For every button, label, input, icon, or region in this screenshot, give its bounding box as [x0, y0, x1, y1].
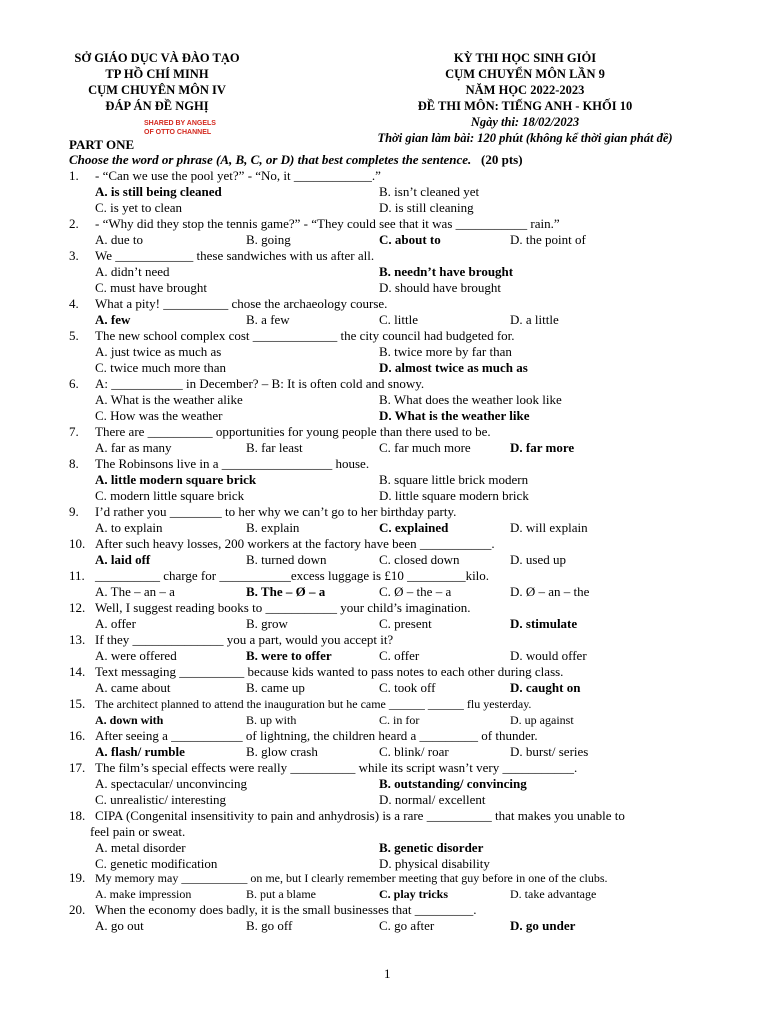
correct-answer-option: A. few	[95, 312, 131, 327]
question-number: 6.	[69, 376, 79, 391]
answer-option: D. up against	[510, 713, 574, 727]
answer-option: B. twice more by far than	[379, 344, 512, 359]
exam-subject: ĐỀ THI MÔN: TIẾNG ANH - KHỐI 10	[417, 99, 633, 113]
correct-answer-option: A. down with	[95, 713, 164, 727]
answer-option: B. far least	[246, 440, 303, 455]
question-number: 2.	[69, 216, 79, 231]
correct-answer-option: C. about to	[379, 232, 441, 247]
question-stem: My memory may ___________ on me, but I clearly remember meeting that guy before in one of the clubs.	[95, 871, 608, 885]
correct-answer-option: B. outstanding/ convincing	[379, 776, 527, 791]
question-stem: There are __________ opportunities for young people than there used to be.	[95, 424, 491, 439]
answer-option: C. modern little square brick	[95, 488, 245, 503]
part-title: PART ONE	[69, 137, 135, 152]
answer-option: B. up with	[246, 713, 297, 727]
answer-option: A. metal disorder	[95, 840, 186, 855]
answer-option: C. Ø – the – a	[379, 584, 452, 599]
answer-option: A. came about	[95, 680, 171, 695]
question-stem: The film’s special effects were really __________ while its script wasn’t very ___________.	[95, 760, 578, 775]
answer-option: D. normal/ excellent	[379, 792, 486, 807]
correct-answer-option: A. is still being cleaned	[95, 184, 222, 199]
answer-option: A. The – an – a	[95, 584, 175, 599]
question-stem: __________ charge for ___________excess luggage is £10 _________kilo.	[95, 568, 490, 583]
correct-answer-option: A. flash/ rumble	[95, 744, 185, 759]
question-stem: What a pity! __________ chose the archaeology course.	[95, 296, 388, 311]
answer-option: B. isn’t cleaned yet	[379, 184, 480, 199]
answer-option: B. square little brick modern	[379, 472, 529, 487]
question-number: 1.	[69, 168, 79, 183]
question-stem: We ____________ these sandwiches with us after all.	[95, 248, 375, 263]
question-stem: The Robinsons live in a _________________ house.	[95, 456, 370, 471]
question-number: 15.	[69, 696, 86, 711]
school-year: NĂM HỌC 2022-2023	[465, 83, 585, 97]
correct-answer-option: D. caught on	[510, 680, 581, 695]
answer-option: D. Ø – an – the	[510, 584, 590, 599]
question-number: 13.	[69, 632, 86, 647]
answer-option: A. due to	[95, 232, 144, 247]
header-right	[340, 50, 710, 146]
answer-option: D. should have brought	[379, 280, 502, 295]
answer-option: D. burst/ series	[510, 744, 589, 759]
correct-answer-option: C. explained	[379, 520, 449, 535]
answer-option: B. turned down	[246, 552, 327, 567]
question-number: 18.	[69, 808, 86, 823]
answer-option: D. the point of	[510, 232, 586, 247]
city-name: TP HỒ CHÍ MINH	[105, 67, 209, 81]
answer-option: C. blink/ roar	[379, 744, 449, 759]
answer-option: B. explain	[246, 520, 300, 535]
answer-option: A. were offered	[95, 648, 177, 663]
answer-option: A. offer	[95, 616, 136, 631]
question-number: 19.	[69, 870, 86, 885]
department-name: SỞ GIÁO DỤC VÀ ĐÀO TẠO	[74, 51, 240, 65]
answer-key-title: ĐÁP ÁN ĐỀ NGHỊ	[105, 99, 209, 113]
answer-option: C. go after	[379, 918, 435, 933]
exam-duration: Thời gian làm bài: 120 phút (không kể thời gian phát đề)	[377, 131, 673, 145]
answer-option: B. go off	[246, 918, 293, 933]
correct-answer-option: D. What is the weather like	[379, 408, 530, 423]
question-number: 4.	[69, 296, 79, 311]
question-stem: CIPA (Congenital insensitivity to pain and anhydrosis) is a rare __________ that makes you unable to	[95, 808, 625, 823]
answer-option: D. physical disability	[379, 856, 490, 871]
answer-option: B. going	[246, 232, 291, 247]
answer-option: D. little square modern brick	[379, 488, 529, 503]
answer-option: B. came up	[246, 680, 305, 695]
question-stem: Text messaging __________ because kids wanted to pass notes to each other during class.	[95, 664, 564, 679]
question-stem: When the economy does badly, it is the small businesses that _________.	[95, 902, 477, 917]
answer-option: C. offer	[379, 648, 420, 663]
answer-option: D. used up	[510, 552, 566, 567]
answer-option: C. must have brought	[95, 280, 207, 295]
question-stem: After seeing a ___________ of lightning, the children heard a _________ of thunder.	[95, 728, 538, 743]
answer-option: B. a few	[246, 312, 290, 327]
cluster-name: CỤM CHUYÊN MÔN IV	[88, 83, 226, 97]
instruction-points: (20 pts)	[481, 152, 523, 167]
answer-option: C. took off	[379, 680, 436, 695]
answer-option: D. a little	[510, 312, 559, 327]
answer-option: C. closed down	[379, 552, 460, 567]
answer-option: C. twice much more than	[95, 360, 227, 375]
question-stem: - “Why did they stop the tennis game?” - “They could see that it was ___________ rain.”	[95, 216, 560, 231]
question-stem: If they ______________ you a part, would you accept it?	[95, 632, 394, 647]
correct-answer-option: B. The – Ø – a	[246, 584, 326, 599]
answer-option: A. make impression	[95, 887, 192, 901]
answer-option: B. grow	[246, 616, 288, 631]
answer-option: C. unrealistic/ interesting	[95, 792, 227, 807]
exam-round: CỤM CHUYỂN MÔN LẦN 9	[445, 67, 605, 81]
question-number: 11.	[69, 568, 85, 583]
shared-by-note: SHARED BY ANGELS OF OTTO CHANNEL	[144, 120, 216, 136]
question-number: 20.	[69, 902, 86, 917]
question-number: 14.	[69, 664, 86, 679]
question-number: 16.	[69, 728, 86, 743]
correct-answer-option: D. almost twice as much as	[379, 360, 528, 375]
question-stem-continued: feel pain or sweat.	[90, 824, 186, 839]
correct-answer-option: B. genetic disorder	[379, 840, 484, 855]
answer-option: A. didn’t need	[95, 264, 170, 279]
question-number: 9.	[69, 504, 79, 519]
question-number: 8.	[69, 456, 79, 471]
answer-option: C. How was the weather	[95, 408, 223, 423]
answer-option: A. far as many	[95, 440, 172, 455]
question-stem: The new school complex cost _____________ the city council had budgeted for.	[95, 328, 515, 343]
correct-answer-option: C. play tricks	[379, 887, 448, 901]
question-number: 7.	[69, 424, 79, 439]
correct-answer-option: D. far more	[510, 440, 575, 455]
answer-option: D. will explain	[510, 520, 588, 535]
answer-option: C. is yet to clean	[95, 200, 183, 215]
answer-option: A. spectacular/ unconvincing	[95, 776, 247, 791]
answer-option: D. would offer	[510, 648, 587, 663]
answer-option: C. genetic modification	[95, 856, 218, 871]
correct-answer-option: B. needn’t have brought	[379, 264, 514, 279]
question-number: 17.	[69, 760, 86, 775]
question-number: 12.	[69, 600, 86, 615]
page-number: 1	[384, 966, 391, 981]
header-left	[62, 50, 252, 137]
answer-option: C. in for	[379, 713, 420, 727]
answer-option: B. put a blame	[246, 887, 316, 901]
question-stem: Well, I suggest reading books to ___________ your child’s imagination.	[95, 600, 471, 615]
question-stem: - “Can we use the pool yet?” - “No, it ____________.”	[95, 168, 381, 183]
answer-option: B. glow crash	[246, 744, 318, 759]
correct-answer-option: D. go under	[510, 918, 576, 933]
question-number: 3.	[69, 248, 79, 263]
answer-option: A. just twice as much as	[95, 344, 222, 359]
answer-option: B. What does the weather look like	[379, 392, 562, 407]
question-stem: After such heavy losses, 200 workers at the factory have been ___________.	[95, 536, 495, 551]
correct-answer-option: B. were to offer	[246, 648, 332, 663]
correct-answer-option: A. little modern square brick	[95, 472, 257, 487]
instruction: Choose the word or phrase (A, B, C, or D) that best completes the sentence. (20 pts)	[69, 152, 523, 167]
answer-option: C. present	[379, 616, 432, 631]
answer-option: D. is still cleaning	[379, 200, 474, 215]
correct-answer-option: D. stimulate	[510, 616, 578, 631]
question-number: 5.	[69, 328, 79, 343]
question-number: 10.	[69, 536, 86, 551]
exam-name: KỲ THI HỌC SINH GIỎI	[453, 51, 597, 65]
question-stem: A: ___________ in December? – B: It is often cold and snowy.	[95, 376, 425, 391]
answer-option: D. take advantage	[510, 887, 597, 901]
answer-option: C. little	[379, 312, 418, 327]
question-stem: I’d rather you ________ to her why we can’t go to her birthday party.	[95, 504, 457, 519]
exam-date: Ngày thi: 18/02/2023	[470, 115, 580, 129]
answer-option: A. to explain	[95, 520, 163, 535]
answer-option: C. far much more	[379, 440, 471, 455]
correct-answer-option: A. laid off	[95, 552, 151, 567]
question-stem: The architect planned to attend the inauguration but he came ______ ______ flu yesterday.	[95, 697, 532, 711]
answer-option: A. go out	[95, 918, 144, 933]
answer-option: A. What is the weather alike	[95, 392, 243, 407]
